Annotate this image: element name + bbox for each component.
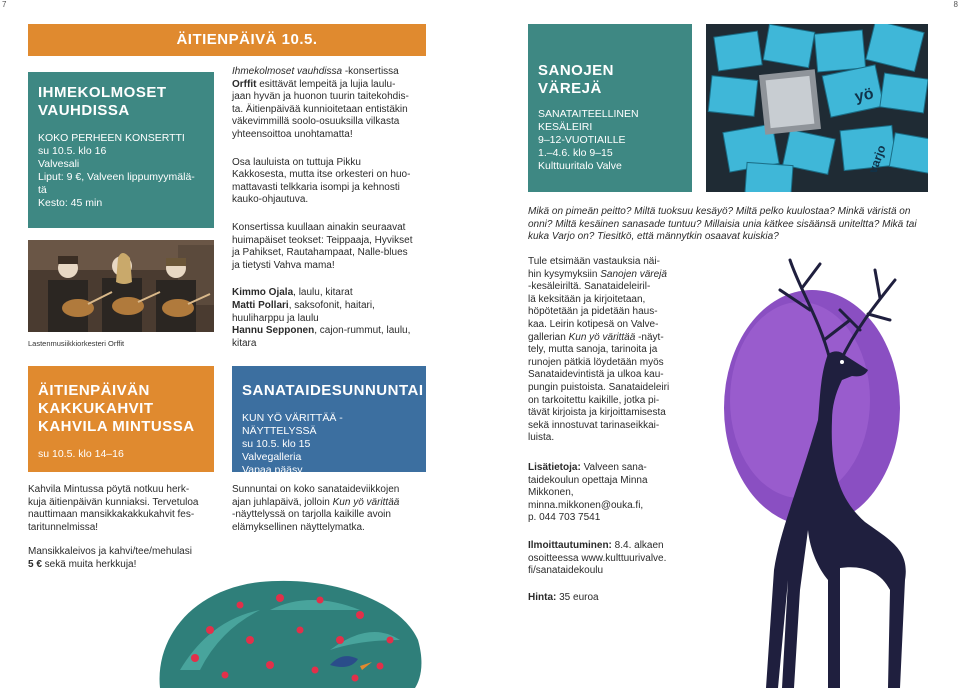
cafe-title-2: KAKKUKAHVIT xyxy=(38,400,154,417)
cafe-title-3: KAHVILA MINTUSSA xyxy=(38,418,195,435)
camp-description xyxy=(528,256,682,445)
deer-illustration xyxy=(690,250,960,688)
contact-phone: p. 044 703 7541 xyxy=(528,512,601,524)
concert-text: ja Pahikset, Rautahampaat, Nalle-blues xyxy=(232,247,408,259)
contact-text: Mikkonen, xyxy=(528,487,574,499)
summer-camp-box xyxy=(528,24,692,192)
performer-line xyxy=(232,313,428,326)
concert-text: kauko-ohjautuva. xyxy=(232,194,309,206)
camp-text: lä keksitään ja kirjoitetaan, xyxy=(528,293,646,305)
contact-label: Lisätietoja: xyxy=(528,462,581,473)
sunday-line: Vapaa pääsy xyxy=(242,464,303,476)
concert-name-italic: Ihmekolmoset vauhdissa xyxy=(232,66,343,77)
concert-text: yhteensoittoa unohtamatta! xyxy=(232,128,353,140)
contact-email[interactable]: minna.mikkonen@ouka.fi, xyxy=(528,499,644,511)
concert-text: huimapäiset teokset: Teippaaja, Hyvikset xyxy=(232,234,413,246)
header-banner xyxy=(28,24,426,56)
price-label: Hinta: xyxy=(528,592,557,603)
price-value: 35 euroa xyxy=(556,592,599,603)
camp-text: -näyt- xyxy=(635,331,664,343)
performer-name: Kimmo Ojala xyxy=(232,287,294,299)
orffit-photo-illustration xyxy=(28,240,214,332)
camp-line: SANATAITEELLINEN xyxy=(538,108,639,120)
cafe-text-line: taritunnelmissa! xyxy=(28,521,99,533)
price-info xyxy=(528,592,688,605)
camp-text: höpötetään ja pidetään haus- xyxy=(528,306,658,318)
camp-text: -kesäleiriltä. Sanataideleiril- xyxy=(528,281,651,293)
signup-text: 8.4. alkaen xyxy=(611,540,664,551)
performer-role: , saksofonit, haitari, xyxy=(288,299,375,311)
orffit-photo xyxy=(28,240,214,332)
sunday-line: KUN YÖ VÄRITTÄÄ -NÄYTTELYSSÄ xyxy=(242,412,343,437)
word-cards-illustration xyxy=(706,24,928,192)
concert-description xyxy=(232,66,428,350)
orffit-name: Orffit xyxy=(232,78,257,90)
concert-text: väkevimmillä soolo-osuuksilla vilkasta xyxy=(232,116,400,128)
camp-text: on tarkoitettu kaikille, jotka pi- xyxy=(528,394,660,406)
page-number-left: 7 xyxy=(2,0,7,9)
performer-role: huuliharppu ja laulu xyxy=(232,312,319,324)
camp-text: Sanataidevintistä ja ulkoa kau- xyxy=(528,369,664,381)
contact-info xyxy=(528,462,682,525)
sunday-text: ajan juhlapäivä, jolloin xyxy=(232,496,333,508)
concert-title-2: VAUHDISSA xyxy=(38,102,130,119)
cafe-title-1: ÄITIENPÄIVÄN xyxy=(38,382,150,399)
camp-text: hin kysymyksiin xyxy=(528,268,601,280)
performer-role: , cajon-rummut, laulu, xyxy=(314,325,411,337)
cafe-menu: Mansikkaleivos ja kahvi/tee/mehulasi xyxy=(28,546,192,558)
camp-text: luista. xyxy=(528,432,555,444)
page-number-right: 8 xyxy=(953,0,958,9)
contact-text: Valveen sana- xyxy=(580,462,647,473)
concert-title-1: IHMEKOLMOSET xyxy=(38,84,167,101)
signup-url[interactable]: fi/sanataidekoulu xyxy=(528,565,604,577)
header-title: ÄITIENPÄIVÄ 10.5. xyxy=(176,31,318,48)
camp-line: Kulttuuritalo Valve xyxy=(538,160,622,172)
performer-line xyxy=(232,325,428,338)
camp-intro-questions xyxy=(528,206,938,244)
performer-line xyxy=(232,338,428,351)
concert-text: Kakkosesta, mutta itse orkesteri on huo- xyxy=(232,169,411,181)
sunday-description xyxy=(232,484,432,534)
camp-text: tely, mutta sanoja, tarinoita ja xyxy=(528,344,658,356)
svg-text:varjo: varjo xyxy=(865,143,889,176)
concert-line: Valvesali xyxy=(38,158,80,170)
camp-text: gallerian xyxy=(528,331,569,343)
concert-text: jaan hyvän ja huonon tuurin taitekohdis- xyxy=(232,91,409,103)
photo-caption: Lastenmusiikkiorkesteri Orffit xyxy=(28,339,125,348)
performer-line xyxy=(232,287,428,300)
concert-line: Liput: 9 €, Valveen lippumyymälä- xyxy=(38,171,195,183)
signup-label: Ilmoittautuminen: xyxy=(528,540,612,551)
concert-line: Kesto: 45 min xyxy=(38,197,103,209)
sunday-text: Sunnuntai on koko sanataideviikkojen xyxy=(232,484,400,495)
concert-text: esittävät lempeitä ja lujia laulu- xyxy=(256,78,396,90)
contact-text: taidekoulun opettaja Minna xyxy=(528,474,648,486)
concert-text: ta. Äitienpäivää kunnioitetaan entistäkin xyxy=(232,103,408,115)
concert-line: su 10.5. klo 16 xyxy=(38,145,107,157)
sunday-text: elämyksellinen näyttelymatka. xyxy=(232,521,365,533)
concert-text: ja tietysti Vahva mama! xyxy=(232,259,335,271)
concert-text: Konsertissa kuullaan ainakin seuraavat xyxy=(232,221,406,233)
performer-role: , laulu, kitarat xyxy=(293,287,353,299)
svg-text:yö: yö xyxy=(853,85,876,106)
camp-text: sekä innostuvat tarinaseikkai- xyxy=(528,419,660,431)
concert-line: KOKO PERHEEN KONSERTTI xyxy=(38,132,185,144)
signup-url[interactable]: osoitteessa www.kulttuurivalve. xyxy=(528,552,667,564)
camp-name-italic: Sanojen värejä xyxy=(600,268,667,280)
cafe-text-line: kuja äitienpäivän kunniaksi. Tervetuloa xyxy=(28,496,199,508)
camp-text: Tule etsimään vastauksia näi- xyxy=(528,256,660,267)
performer-name: Hannu Sepponen xyxy=(232,325,315,337)
sanataide-sunday-box xyxy=(232,366,426,476)
intro-line: onni? Miltä kesäinen sanasade tuntuu? Millaisia unia kätkee sisäänsä uniteltta? Mikä tai xyxy=(528,218,917,230)
berry-bush-illustration xyxy=(150,570,425,688)
performer-line xyxy=(232,300,428,313)
cafe-price: 5 € xyxy=(28,558,42,570)
concert-text: Osa lauluista on tuttuja Pikku xyxy=(232,156,361,168)
cafe-description xyxy=(28,484,218,572)
signup-info xyxy=(528,540,688,578)
camp-text: runojen pätkiä löydetään myös xyxy=(528,356,664,368)
camp-text: kaa. Leirin kotipesä on Valve- xyxy=(528,318,659,330)
sunday-text: -näyttelyssä on tarjolla kaikille avoin xyxy=(232,509,391,521)
concert-text: -konsertissa xyxy=(342,66,399,77)
camp-line: 9–12-VUOTIAILLE xyxy=(538,134,626,146)
cafe-info-box xyxy=(28,366,214,472)
camp-title: SANOJEN VÄREJÄ xyxy=(538,62,615,97)
concert-info-box xyxy=(28,72,214,228)
sunday-title: SANATAIDESUNNUNTAI xyxy=(242,382,424,399)
exhibition-name-italic: Kun yö värittää xyxy=(332,496,400,508)
performer-role: kitara xyxy=(232,337,257,349)
cafe-price-rest: sekä muita herkkuja! xyxy=(41,558,137,570)
concert-text: mattavasti telkkaria isompi ja kehnosti xyxy=(232,181,400,193)
cafe-time: su 10.5. klo 14–16 xyxy=(38,448,124,460)
performer-name: Matti Pollari xyxy=(232,299,289,311)
cafe-text-line: Kahvila Mintussa pöytä notkuu herk- xyxy=(28,484,190,495)
intro-line: kuka Varjo on? Tiesitkö, että männytkin osaavat kuiskia? xyxy=(528,231,779,243)
camp-text: tävät kirjoista ja kirjoittamisesta xyxy=(528,407,666,419)
intro-line: Mikä on pimeän peitto? Miltä tuoksuu kesäyö? Miltä pelko kuulostaa? Minkä väristä on xyxy=(528,206,911,217)
camp-line: 1.–4.6. klo 9–15 xyxy=(538,147,613,159)
concert-line: tä xyxy=(38,184,47,196)
exhibition-name-italic: Kun yö värittää xyxy=(568,331,636,343)
sunday-line: Valvegalleria xyxy=(242,451,302,463)
word-cards-photo xyxy=(706,24,928,192)
sunday-line: su 10.5. klo 15 xyxy=(242,438,311,450)
camp-text: pungin puistoista. Sanataideleiri xyxy=(528,381,670,393)
cafe-text-line: nauttimaan mansikkakakkukahvit fes- xyxy=(28,509,195,521)
camp-line: KESÄLEIRI xyxy=(538,121,593,133)
